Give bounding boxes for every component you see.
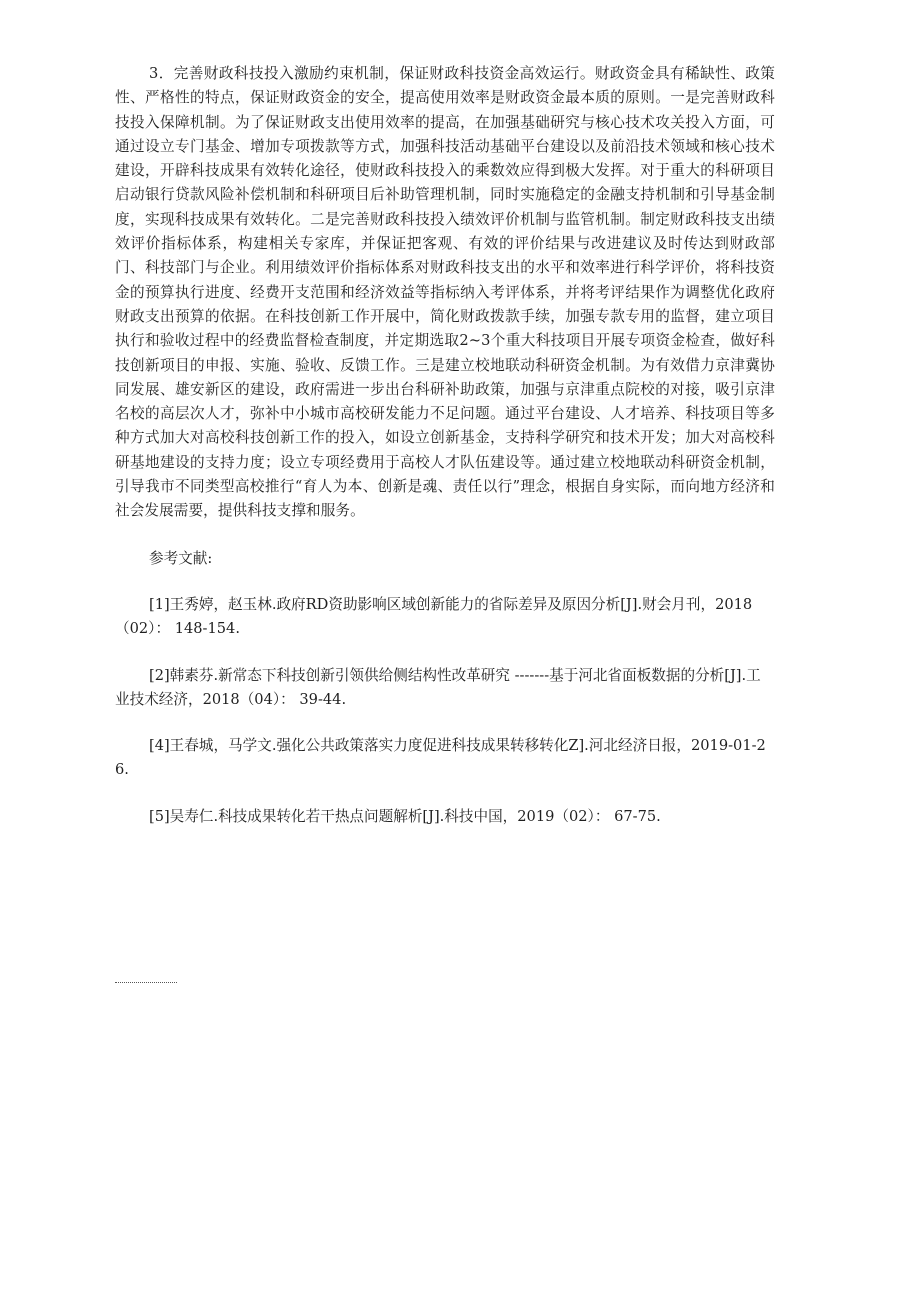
reference-item: [5]吴寿仁.科技成果转化若干热点问题解析[J].科技中国，2019（02）： 67-75. <box>149 807 661 825</box>
reference-item: [4]王春城，马学文.强化公共政策落实力度促进科技成果转移转化Z].河北经济日报，2019-01-26. <box>115 737 766 779</box>
document-content <box>115 62 775 829</box>
footnote-divider <box>115 982 177 983</box>
reference-item: [2]韩素芬.新常态下科技创新引领供给侧结构性改革研究 -------基于河北省面板数据的分析[J].工业技术经济，2018（04）： 39-44. <box>115 666 761 708</box>
reference-item: [1]王秀婷，赵玉林.政府RD资助影响区域创新能力的省际差异及原因分析[J].财会月刊，2018（02）： 148-154. <box>115 595 753 638</box>
references-heading: 参考文献: <box>149 549 213 567</box>
body-paragraph: 3．完善财政科技投入激励约束机制，保证财政科技资金高效运行。财政资金具有稀缺性、政策性、严格性的特点，保证财政资金的安全，提高使用效率是财政资金最本质的原则。一是完善财政科技投入保障机制。为了保证财政支出使用效率的提高，在加强基础研究与核心技术攻关投入方面，可通过设立专门基金、增加专项拨款等方式，加强科技活动基础平台建设以及前沿技术领域和核心技术建设，开辟科技成果有效转化途径，使财政科技投入的乘数效应得到极大发挥。对于重大的科研项目启动银行贷款风险补偿机制和科研项目后补助管理机制，同时实施稳定的金融支持机制和引导基金制度，实现科技成果有效转化。二是完善财政科技投入绩效评价机制与监管机制。制定财政科技支出绩效评价指标体系，构建相关专家库，并保证把客观、有效的评价结果与改进建议及时传达到财政部门、科技部门与企业。利用绩效评价指标体系对财政科技支出的水平和效率进行科学评价，将科技资金的预算执行进度、经费开支范围和经济效益等指标纳入考评体系，并将考评结果作为调整优化政府财政支出预算的依据。在科技创新工作开展中，简化财政拨款手续，加强专款专用的监督，建立项目执行和验收过程中的经费监督检查制度，并定期选取2~3个重大科技项目开展专项资金检查，做好科技创新项目的申报、实施、验收、反馈工作。三是建立校地联动科研资金机制。为有效借力京津冀协同发展、雄安新区的建设，政府需进一步出台科研补助政策，加强与京津重点院校的对接，吸引京津名校的高层次人才，弥补中小城市高校研发能力不足问题。通过平台建设、人才培养、科技项目等多种方式加大对高校科技创新工作的投入，如设立创新基金，支持科学研究和技术开发；加大对高校科研基地建设的支持力度；设立专项经费用于高校人才队伍建设等。通过建立校地联动科研资金机制，引导我市不同类型高校推行“育人为本、创新是魂、责任以行”理念，根据自身实际，而向地方经济和社会发展需要，提供科技支撑和服务。 <box>115 65 775 520</box>
